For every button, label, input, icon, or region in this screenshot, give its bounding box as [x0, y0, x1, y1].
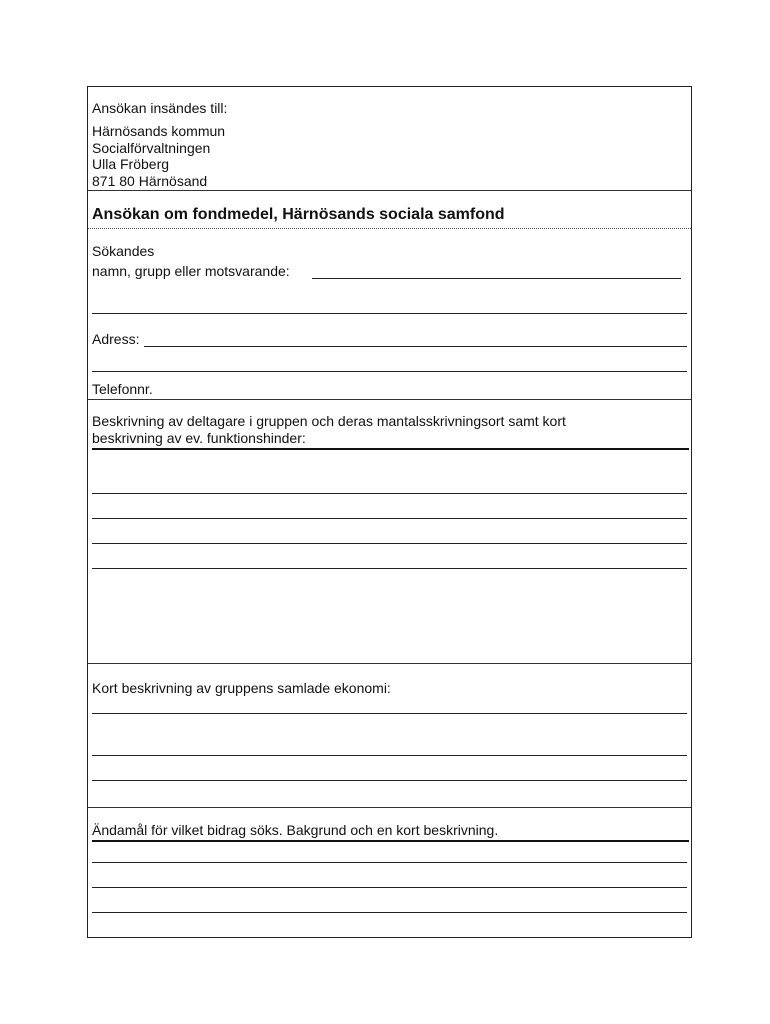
applicant-address-field-2[interactable]: [92, 371, 687, 372]
participants-label-2: beskrivning av ev. funktionshinder:: [92, 430, 306, 446]
applicant-phone-label: Telefonnr.: [92, 381, 153, 397]
participants-field-1[interactable]: [92, 448, 689, 450]
economy-label: Kort beskrivning av gruppens samlade ekonomi:: [92, 680, 391, 696]
address-line-3: Ulla Fröberg: [92, 156, 170, 172]
participants-label-1: Beskrivning av deltagare i gruppen och deras mantalsskrivningsort samt kort: [92, 413, 566, 429]
form-title: Ansökan om fondmedel, Härnösands sociala samfond: [92, 206, 505, 223]
divider: [88, 399, 691, 400]
applicant-address-field[interactable]: [144, 346, 687, 347]
participants-field-5[interactable]: [92, 568, 687, 569]
purpose-field-3[interactable]: [92, 887, 687, 888]
divider: [88, 190, 691, 191]
address-block: [88, 87, 691, 190]
divider: [88, 663, 691, 664]
application-form: [87, 86, 692, 938]
purpose-field-2[interactable]: [92, 862, 687, 863]
economy-field-3[interactable]: [92, 780, 687, 781]
applicant-name-field[interactable]: [312, 278, 681, 279]
purpose-field-1[interactable]: [92, 840, 689, 842]
purpose-field-4[interactable]: [92, 912, 687, 913]
purpose-label: Ändamål för vilket bidrag söks. Bakgrund och en kort beskrivning.: [92, 822, 499, 838]
economy-field-2[interactable]: [92, 755, 687, 756]
participants-field-2[interactable]: [92, 493, 687, 494]
applicant-address-label: Adress:: [92, 331, 140, 347]
applicant-name-label: namn, grupp eller motsvarande:: [92, 263, 290, 279]
participants-field-4[interactable]: [92, 543, 687, 544]
divider: [88, 807, 691, 808]
economy-field-1[interactable]: [92, 713, 687, 714]
applicant-label: Sökandes: [92, 243, 155, 259]
address-heading: Ansökan insändes till:: [92, 100, 228, 116]
divider-dotted: [88, 228, 691, 229]
address-line-1: Härnösands kommun: [92, 123, 226, 139]
applicant-name-field-2[interactable]: [92, 313, 687, 314]
address-line-4: 871 80 Härnösand: [92, 173, 208, 189]
participants-field-3[interactable]: [92, 518, 687, 519]
address-line-2: Socialförvaltningen: [92, 140, 211, 156]
